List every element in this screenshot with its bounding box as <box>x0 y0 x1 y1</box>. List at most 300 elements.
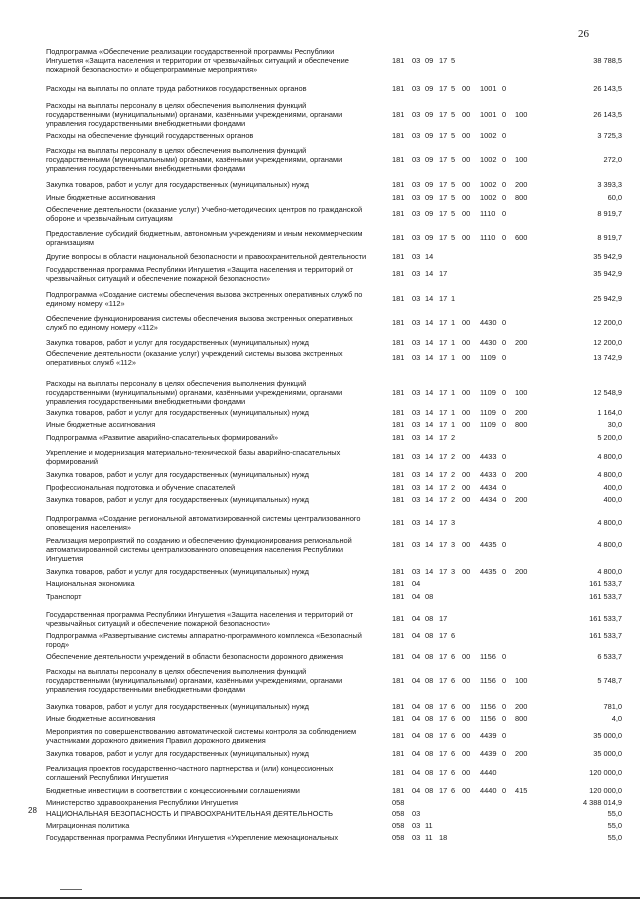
row-amount: 25 942,9 <box>593 294 622 303</box>
code-cell: 14 <box>425 495 434 504</box>
code-cell: 6 <box>451 702 456 711</box>
code-cell: 181 <box>392 567 405 576</box>
code-cell: 17 <box>439 338 448 347</box>
code-cell: 17 <box>439 294 448 303</box>
row-amount: 4 800,0 <box>597 452 622 461</box>
row-amount: 272,0 <box>603 155 622 164</box>
row-amount: 4 800,0 <box>597 518 622 527</box>
code-cell: 17 <box>439 420 448 429</box>
code-cell: 181 <box>392 518 405 527</box>
code-cell: 00 <box>462 353 471 362</box>
code-cell: 03 <box>412 388 421 397</box>
code-cell: 03 <box>412 180 421 189</box>
row-amount: 4 800,0 <box>597 540 622 549</box>
code-cell: 00 <box>462 318 471 327</box>
code-cell: 1110 <box>480 209 496 218</box>
code-cell: 5 <box>451 155 456 164</box>
code-cell: 3 <box>451 567 456 576</box>
code-cell: 200 <box>515 180 528 189</box>
code-cell: 0 <box>502 408 507 417</box>
code-cell: 17 <box>439 768 448 777</box>
code-cell: 1156 <box>480 676 496 685</box>
code-cell: 058 <box>392 833 405 842</box>
code-cell: 14 <box>425 353 434 362</box>
code-cell: 00 <box>462 233 471 242</box>
code-cell: 058 <box>392 821 405 830</box>
code-cell: 00 <box>462 676 471 685</box>
code-cell: 03 <box>412 252 421 261</box>
code-cell: 0 <box>502 470 507 479</box>
code-cell: 09 <box>425 209 434 218</box>
row-amount: 35 942,9 <box>593 252 622 261</box>
row-description: Транспорт <box>46 592 82 601</box>
row-description: Другие вопросы в области национальной безопасности и правоохранительной деятельности <box>46 252 367 261</box>
code-cell: 03 <box>412 269 421 278</box>
code-cell: 181 <box>392 495 405 504</box>
code-cell: 1109 <box>480 353 496 362</box>
code-cell: 058 <box>392 809 405 818</box>
code-cell: 00 <box>462 388 471 397</box>
row-description: Государственная программа Республики Ингушетия «Укрепление межнациональных <box>46 833 339 842</box>
code-cell: 5 <box>451 209 456 218</box>
code-cell: 00 <box>462 483 471 492</box>
code-cell: 17 <box>439 209 448 218</box>
code-cell: 0 <box>502 540 507 549</box>
code-cell: 17 <box>439 408 448 417</box>
code-cell: 0 <box>502 702 507 711</box>
code-cell: 1 <box>451 318 456 327</box>
code-cell: 100 <box>515 388 528 397</box>
code-cell: 17 <box>439 614 448 623</box>
code-cell: 04 <box>412 731 421 740</box>
code-cell: 09 <box>425 193 434 202</box>
row-amount: 35 942,9 <box>593 269 622 278</box>
code-cell: 181 <box>392 540 405 549</box>
code-cell: 181 <box>392 408 405 417</box>
row-amount: 6 533,7 <box>597 652 622 661</box>
row-amount: 781,0 <box>603 702 622 711</box>
code-cell: 0 <box>502 749 507 758</box>
code-cell: 03 <box>412 233 421 242</box>
row-description: Расходы на выплаты персоналу в целях обеспечения выполнения функций государственными (муниципальными) органами, казёнными учреждениями, органами управления государственными внебюджетными фондами <box>46 146 343 173</box>
row-amount: 13 742,9 <box>593 353 622 362</box>
code-cell: 0 <box>502 84 507 93</box>
code-cell: 08 <box>425 731 434 740</box>
code-cell: 00 <box>462 452 471 461</box>
code-cell: 04 <box>412 768 421 777</box>
code-cell: 08 <box>425 614 434 623</box>
row-amount: 5 200,0 <box>597 433 622 442</box>
row-description: Расходы на обеспечение функций государственных органов <box>46 131 254 140</box>
row-description: Реализация проектов государственно-частного партнерства и (или) концессионных соглашений Республики Ингушетия <box>46 764 334 782</box>
code-cell: 00 <box>462 131 471 140</box>
row-amount: 55,0 <box>607 833 622 842</box>
code-cell: 181 <box>392 388 405 397</box>
code-cell: 6 <box>451 714 456 723</box>
code-cell: 08 <box>425 702 434 711</box>
code-cell: 1 <box>451 408 456 417</box>
code-cell: 00 <box>462 209 471 218</box>
code-cell: 1109 <box>480 420 496 429</box>
code-cell: 0 <box>502 452 507 461</box>
row-description: Профессиональная подготовка и обучение спасателей <box>46 483 236 492</box>
code-cell: 14 <box>425 540 434 549</box>
code-cell: 200 <box>515 408 528 417</box>
code-cell: 14 <box>425 483 434 492</box>
code-cell: 17 <box>439 269 448 278</box>
code-cell: 09 <box>425 56 434 65</box>
code-cell: 6 <box>451 676 456 685</box>
code-cell: 00 <box>462 749 471 758</box>
code-cell: 03 <box>412 833 421 842</box>
code-cell: 181 <box>392 209 405 218</box>
code-cell: 03 <box>412 408 421 417</box>
code-cell: 1002 <box>480 131 497 140</box>
row-amount: 4 800,0 <box>597 567 622 576</box>
code-cell: 1 <box>451 294 456 303</box>
code-cell: 09 <box>425 233 434 242</box>
code-cell: 200 <box>515 495 528 504</box>
code-cell: 00 <box>462 714 471 723</box>
code-cell: 00 <box>462 408 471 417</box>
code-cell: 6 <box>451 631 456 640</box>
code-cell: 17 <box>439 495 448 504</box>
code-cell: 04 <box>412 714 421 723</box>
code-cell: 17 <box>439 567 448 576</box>
code-cell: 6 <box>451 786 456 795</box>
row-description: Реализация мероприятий по созданию и обеспечению функционирования региональной автоматизированной системы централизованного оповещения населения Республики Ингушетия <box>46 536 352 563</box>
code-cell: 17 <box>439 540 448 549</box>
code-cell: 17 <box>439 193 448 202</box>
code-cell: 181 <box>392 452 405 461</box>
row-amount: 3 393,3 <box>597 180 622 189</box>
code-cell: 5 <box>451 233 456 242</box>
code-cell: 5 <box>451 84 456 93</box>
row-description: Миграционная политика <box>46 821 130 830</box>
row-amount: 161 533,7 <box>589 614 622 623</box>
code-cell: 181 <box>392 294 405 303</box>
code-cell: 03 <box>412 84 421 93</box>
code-cell: 14 <box>425 420 434 429</box>
row-amount: 35 000,0 <box>593 749 622 758</box>
row-description: Национальная экономика <box>46 579 135 588</box>
code-cell: 0 <box>502 131 507 140</box>
code-cell: 181 <box>392 483 405 492</box>
code-cell: 181 <box>392 702 405 711</box>
code-cell: 4439 <box>480 731 497 740</box>
code-cell: 181 <box>392 155 405 164</box>
code-cell: 181 <box>392 786 405 795</box>
row-description: Подпрограмма «Создание системы обеспечения вызова экстренных оперативных служб по единому номеру «112» <box>46 290 363 308</box>
code-cell: 181 <box>392 338 405 347</box>
code-cell: 03 <box>412 420 421 429</box>
margin-number: 28 <box>28 806 37 815</box>
row-description: Закупка товаров, работ и услуг для государственных (муниципальных) нужд <box>46 408 309 417</box>
code-cell: 03 <box>412 353 421 362</box>
code-cell: 3 <box>451 540 456 549</box>
code-cell: 08 <box>425 592 434 601</box>
code-cell: 00 <box>462 110 471 119</box>
code-cell: 4435 <box>480 567 497 576</box>
code-cell: 03 <box>412 209 421 218</box>
code-cell: 14 <box>425 567 434 576</box>
code-cell: 4430 <box>480 338 497 347</box>
code-cell: 09 <box>425 84 434 93</box>
code-cell: 14 <box>425 452 434 461</box>
row-amount: 12 548,9 <box>593 388 622 397</box>
code-cell: 03 <box>412 131 421 140</box>
code-cell: 04 <box>412 786 421 795</box>
code-cell: 0 <box>502 731 507 740</box>
code-cell: 03 <box>412 821 421 830</box>
code-cell: 04 <box>412 702 421 711</box>
code-cell: 058 <box>392 798 405 807</box>
code-cell: 200 <box>515 567 528 576</box>
code-cell: 4440 <box>480 786 497 795</box>
code-cell: 4440 <box>480 768 497 777</box>
code-cell: 09 <box>425 110 434 119</box>
row-amount: 5 748,7 <box>597 676 622 685</box>
code-cell: 0 <box>502 714 507 723</box>
code-cell: 600 <box>515 233 528 242</box>
code-cell: 0 <box>502 495 507 504</box>
code-cell: 17 <box>439 56 448 65</box>
row-amount: 400,0 <box>603 495 622 504</box>
code-cell: 14 <box>425 294 434 303</box>
row-amount: 8 919,7 <box>597 209 622 218</box>
row-description: Обеспечение деятельности учреждений в области безопасности дорожного движения <box>46 652 344 661</box>
code-cell: 17 <box>439 470 448 479</box>
code-cell: 00 <box>462 84 471 93</box>
code-cell: 17 <box>439 180 448 189</box>
code-cell: 03 <box>412 433 421 442</box>
code-cell: 181 <box>392 56 405 65</box>
code-cell: 17 <box>439 433 448 442</box>
code-cell: 4430 <box>480 318 497 327</box>
row-description: Расходы на выплаты персоналу в целях обеспечения выполнения функций государственными (муниципальными) органами, казёнными учреждениями, органами управления государственными внебюджетными фондами <box>46 379 343 406</box>
row-amount: 161 533,7 <box>589 631 622 640</box>
row-amount: 161 533,7 <box>589 592 622 601</box>
code-cell: 6 <box>451 652 456 661</box>
code-cell: 03 <box>412 318 421 327</box>
code-cell: 00 <box>462 567 471 576</box>
code-cell: 181 <box>392 470 405 479</box>
code-cell: 1156 <box>480 714 496 723</box>
code-cell: 17 <box>439 676 448 685</box>
code-cell: 0 <box>502 483 507 492</box>
row-description: Подпрограмма «Развертывание системы аппаратно-программного комплекса «Безопасный город» <box>46 631 362 649</box>
code-cell: 14 <box>425 470 434 479</box>
code-cell: 0 <box>502 567 507 576</box>
row-amount: 161 533,7 <box>589 579 622 588</box>
code-cell: 1002 <box>480 180 497 189</box>
code-cell: 14 <box>425 518 434 527</box>
row-description: Обеспечение деятельности (оказание услуг) учреждений системы вызова экстренных оперативных служб «112» <box>46 349 343 367</box>
code-cell: 17 <box>439 731 448 740</box>
code-cell: 181 <box>392 676 405 685</box>
code-cell: 0 <box>502 233 507 242</box>
code-cell: 800 <box>515 714 528 723</box>
code-cell: 17 <box>439 702 448 711</box>
code-cell: 04 <box>412 579 421 588</box>
code-cell: 14 <box>425 338 434 347</box>
code-cell: 04 <box>412 614 421 623</box>
row-amount: 60,0 <box>607 193 622 202</box>
bottom-edge-line <box>0 897 640 899</box>
code-cell: 0 <box>502 193 507 202</box>
code-cell: 181 <box>392 193 405 202</box>
page-number: 26 <box>578 28 589 40</box>
code-cell: 09 <box>425 155 434 164</box>
row-amount: 4 388 014,9 <box>582 798 622 807</box>
code-cell: 200 <box>515 338 528 347</box>
code-cell: 09 <box>425 131 434 140</box>
code-cell: 0 <box>502 155 507 164</box>
row-amount: 30,0 <box>607 420 622 429</box>
code-cell: 181 <box>392 592 405 601</box>
code-cell: 6 <box>451 768 456 777</box>
code-cell: 17 <box>439 110 448 119</box>
row-amount: 12 200,0 <box>593 338 622 347</box>
row-description: Подпрограмма «Создание региональной автоматизированной системы централизованного оповещения населения» <box>46 514 361 532</box>
code-cell: 00 <box>462 338 471 347</box>
code-cell: 1 <box>451 338 456 347</box>
row-amount: 12 200,0 <box>593 318 622 327</box>
row-description: Подпрограмма «Обеспечение реализации государственной программы Республики Ингушетия «Защита населения и территории от чрезвычайных ситуаций и обеспечение пожарной безопасности» и общепрограммные мероприятия» <box>46 47 349 74</box>
row-description: Закупка товаров, работ и услуг для государственных (муниципальных) нужд <box>46 338 309 347</box>
code-cell: 03 <box>412 540 421 549</box>
row-amount: 26 143,5 <box>593 110 622 119</box>
code-cell: 3 <box>451 518 456 527</box>
code-cell: 17 <box>439 652 448 661</box>
row-description: Бюджетные инвестиции в соответствии с концессионными соглашениями <box>46 786 300 795</box>
code-cell: 00 <box>462 652 471 661</box>
code-cell: 17 <box>439 155 448 164</box>
code-cell: 4434 <box>480 483 497 492</box>
code-cell: 200 <box>515 749 528 758</box>
code-cell: 181 <box>392 652 405 661</box>
code-cell: 00 <box>462 180 471 189</box>
code-cell: 03 <box>412 294 421 303</box>
code-cell: 181 <box>392 731 405 740</box>
code-cell: 17 <box>439 353 448 362</box>
code-cell: 5 <box>451 110 456 119</box>
code-cell: 09 <box>425 180 434 189</box>
row-description: Обеспечение функционирования системы обеспечения вызова экстренных оперативных служб по единому номеру «112» <box>46 314 353 332</box>
code-cell: 17 <box>439 483 448 492</box>
code-cell: 11 <box>425 821 433 830</box>
code-cell: 2 <box>451 433 456 442</box>
code-cell: 0 <box>502 353 507 362</box>
code-cell: 03 <box>412 56 421 65</box>
code-cell: 181 <box>392 110 405 119</box>
code-cell: 03 <box>412 495 421 504</box>
row-description: Мероприятия по совершенствованию автоматической системы контроля за соблюдением участниками дорожного движения Правил дорожного движения <box>46 727 357 745</box>
code-cell: 11 <box>425 833 433 842</box>
code-cell: 800 <box>515 420 528 429</box>
code-cell: 18 <box>439 833 448 842</box>
code-cell: 181 <box>392 233 405 242</box>
code-cell: 14 <box>425 269 434 278</box>
code-cell: 00 <box>462 470 471 479</box>
code-cell: 4439 <box>480 749 497 758</box>
code-cell: 17 <box>439 518 448 527</box>
code-cell: 17 <box>439 786 448 795</box>
code-cell: 200 <box>515 702 528 711</box>
code-cell: 17 <box>439 131 448 140</box>
code-cell: 4434 <box>480 495 497 504</box>
code-cell: 17 <box>439 388 448 397</box>
code-cell: 181 <box>392 269 405 278</box>
code-cell: 4433 <box>480 470 497 479</box>
row-description: Закупка товаров, работ и услуг для государственных (муниципальных) нужд <box>46 749 309 758</box>
row-description: Укрепление и модернизация материально-технической базы аварийно-спасательных формирований <box>46 448 341 466</box>
row-description: Расходы на выплаты персоналу в целях обеспечения выполнения функций государственными (муниципальными) органами, казёнными учреждениями, органами управления государственными внебюджетными фондами <box>46 101 343 128</box>
code-cell: 08 <box>425 768 434 777</box>
code-cell: 08 <box>425 749 434 758</box>
code-cell: 17 <box>439 452 448 461</box>
row-amount: 3 725,3 <box>597 131 622 140</box>
code-cell: 08 <box>425 631 434 640</box>
code-cell: 17 <box>439 631 448 640</box>
scan-mark <box>60 889 82 890</box>
code-cell: 04 <box>412 631 421 640</box>
code-cell: 03 <box>412 452 421 461</box>
code-cell: 08 <box>425 714 434 723</box>
code-cell: 1109 <box>480 388 496 397</box>
code-cell: 5 <box>451 180 456 189</box>
row-amount: 55,0 <box>607 809 622 818</box>
code-cell: 0 <box>502 652 507 661</box>
code-cell: 1 <box>451 353 456 362</box>
row-description: Закупка товаров, работ и услуг для государственных (муниципальных) нужд <box>46 470 309 479</box>
code-cell: 17 <box>439 233 448 242</box>
row-description: Закупка товаров, работ и услуг для государственных (муниципальных) нужд <box>46 567 309 576</box>
row-description: Иные бюджетные ассигнования <box>46 193 156 202</box>
code-cell: 6 <box>451 749 456 758</box>
code-cell: 14 <box>425 388 434 397</box>
code-cell: 03 <box>412 110 421 119</box>
row-description: НАЦИОНАЛЬНАЯ БЕЗОПАСНОСТЬ И ПРАВООХРАНИТЕЛЬНАЯ ДЕЯТЕЛЬНОСТЬ <box>46 809 333 818</box>
row-description: Подпрограмма «Развитие аварийно-спасательных формирований» <box>46 433 279 442</box>
code-cell: 181 <box>392 131 405 140</box>
row-description: Расходы на выплаты по оплате труда работников государственных органов <box>46 84 307 93</box>
code-cell: 0 <box>502 318 507 327</box>
code-cell: 03 <box>412 567 421 576</box>
code-cell: 5 <box>451 193 456 202</box>
row-amount: 4,0 <box>611 714 622 723</box>
row-amount: 35 000,0 <box>593 731 622 740</box>
row-description: Государственная программа Республики Ингушетия «Защита населения и территорий от чрезвычайных ситуаций и обеспечение пожарной безопасности» <box>46 265 354 283</box>
row-description: Закупка товаров, работ и услуг для государственных (муниципальных) нужд <box>46 495 309 504</box>
code-cell: 04 <box>412 749 421 758</box>
code-cell: 1156 <box>480 702 496 711</box>
code-cell: 0 <box>502 388 507 397</box>
code-cell: 181 <box>392 433 405 442</box>
row-description: Расходы на выплаты персоналу в целях обеспечения выполнения функций государственными (муниципальными) органами, казёнными учреждениями, органами управления государственными внебюджетными фондами <box>46 667 343 694</box>
code-cell: 0 <box>502 338 507 347</box>
code-cell: 4433 <box>480 452 497 461</box>
row-amount: 38 788,5 <box>593 56 622 65</box>
code-cell: 100 <box>515 155 528 164</box>
code-cell: 2 <box>451 483 456 492</box>
row-amount: 120 000,0 <box>589 786 622 795</box>
code-cell: 0 <box>502 420 507 429</box>
code-cell: 1156 <box>480 652 496 661</box>
code-cell: 200 <box>515 470 528 479</box>
code-cell: 03 <box>412 809 421 818</box>
row-amount: 4 800,0 <box>597 470 622 479</box>
